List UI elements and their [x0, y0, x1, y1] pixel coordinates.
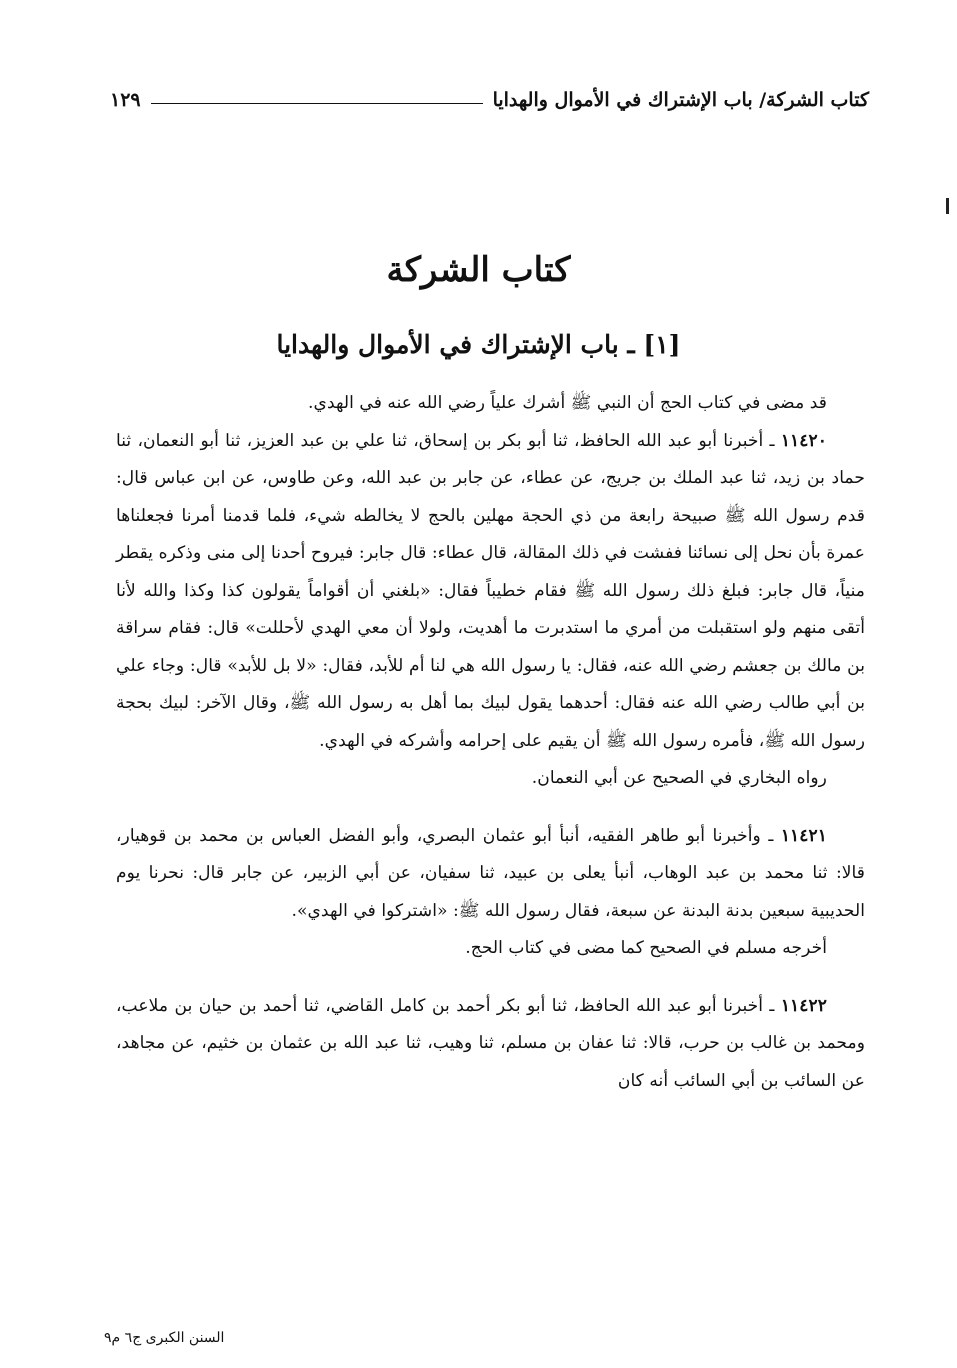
- footer-signature: السنن الكبرى ج٦ م٩: [104, 1330, 225, 1346]
- hadith-text: ـ أخبرنا أبو عبد الله الحافظ، ثنا أبو بكر بن إسحاق، ثنا علي بن عبد العزيز، ثنا أبو النعمان، ثنا حماد بن زيد، ثنا عبد الملك بن جريج، عن عطاء، عن جابر بن عبد الله، وعن طاوس، عن ابن عباس قال: قدم رسول الله ﷺ صبيحة رابعة من ذي الحجة مهلين بالحج لا يخالطه شيء، فلما قدمنا أمرنا فجعلناها عمرة بأن نحل إلى نسائنا ففشت في ذلك المقالة، قال عطاء: قال جابر: فيروح أحدنا إلى منى وذكره يقطر منياً، قال جابر: فبلغ ذلك رسول الله ﷺ فقام خطيباً فقال: «بلغني أن أقواماً يقولون كذا وكذا والله لأنا أتقى منهم ولو استقبلت من أمري ما استدبرت ما أهديت، ولولا أن معي الهدي لأحللت» قال: فقام سراقة بن مالك بن جعشم رضي الله عنه، فقال: يا رسول الله هي لنا أم للأبد، فقال: «لا بل للأبد» قال: وجاء علي بن أبي طالب رضي الله عنه فقال: أحدهما يقول لبيك بما أهل به رسول الله ﷺ، وقال الآخر: لبيك بحجة رسول الله ﷺ، فأمره رسول الله ﷺ أن يقيم على إحرامه وأشركه في الهدي.: [116, 430, 865, 751]
- body-text: [116, 385, 865, 1100]
- header-rule: [151, 103, 483, 104]
- hadith-text: ـ وأخبرنا أبو طاهر الفقيه، أنبأ أبو عثمان البصري، وأبو الفضل العباس بن محمد بن قوهيار، قالا: ثنا محمد بن عبد الوهاب، أنبأ يعلى بن عبيد، ثنا سفيان، عن أبي الزبير، عن جابر قال: نحرنا يوم الحديبية سبعين بدنة البدنة عن سبعة، فقال رسول الله ﷺ: «اشتركوا في الهدي».: [116, 825, 865, 921]
- hadith-note: رواه البخاري في الصحيح عن أبي النعمان.: [531, 768, 827, 788]
- hadith-text: ـ أخبرنا أبو عبد الله الحافظ، ثنا أبو بكر أحمد بن كامل القاضي، ثنا أحمد بن حيان بن ملاعب، ومحمد بن غالب بن حرب، قالا: ثنا عفان بن مسلم، ثنا وهيب، ثنا عبد الله بن عثمان بن خثيم، عن مجاهد، عن السائب بن أبي السائب أنه كان: [116, 995, 865, 1091]
- paragraph-gap: [116, 798, 865, 818]
- chapter-title: [١] ـ باب الإشتراك في الأموال والهدايا: [276, 330, 681, 359]
- edge-mark: [946, 198, 949, 214]
- hadith-number: ١١٤٢١: [780, 825, 827, 846]
- hadith-number: ١١٤٢٠: [780, 430, 827, 451]
- running-header: [110, 82, 869, 118]
- hadith-number: ١١٤٢٢: [780, 995, 827, 1016]
- hadith-paragraph: [116, 818, 865, 931]
- paragraph-gap: [116, 968, 865, 988]
- running-title: كتاب الشركة/ باب الإشتراك في الأموال والهدايا: [492, 89, 869, 111]
- hadith-note: أخرجه مسلم في الصحيح كما مضى في كتاب الحج.: [465, 938, 827, 958]
- hadith-paragraph: [116, 988, 865, 1101]
- hadith-paragraph: [116, 423, 865, 761]
- intro-paragraph: قد مضى في كتاب الحج أن النبي ﷺ أشرك علياً رضي الله عنه في الهدي.: [308, 393, 827, 413]
- book-title: كتاب الشركة: [386, 250, 571, 290]
- page-number: ١٢٩: [110, 89, 141, 111]
